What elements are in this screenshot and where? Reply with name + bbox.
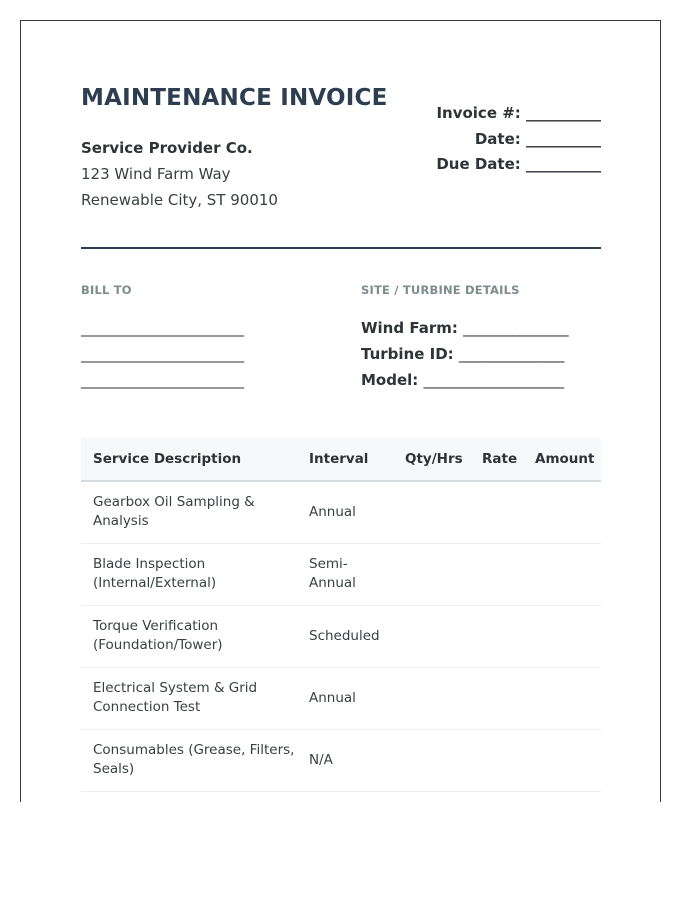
header-rate: Rate (470, 438, 523, 481)
bill-to-label: BILL TO (81, 283, 132, 297)
model-label: Model: (361, 371, 419, 389)
header-amount: Amount (523, 438, 601, 481)
table-row (81, 543, 601, 605)
table-row (81, 729, 601, 791)
row-amount (523, 667, 601, 729)
row-amount (523, 481, 601, 543)
bill-to-line-3: _________________________ (81, 373, 244, 389)
row-rate (470, 667, 523, 729)
invoice-due-date-field: Due Date: __________ (436, 155, 601, 173)
bill-to-line-2: _________________________ (81, 347, 244, 363)
bill-to-line-1: _________________________ (81, 321, 244, 337)
invoice-date-field: Date: __________ (474, 129, 601, 148)
invoice-page (20, 20, 661, 802)
turbine-id-label: Turbine ID: (361, 345, 454, 363)
row-qty (393, 605, 470, 667)
row-interval: N/A (297, 729, 393, 791)
invoice-title: MAINTENANCE INVOICE (81, 85, 388, 111)
row-qty (393, 481, 470, 543)
wind-farm-blank: _______________ (463, 319, 569, 337)
provider-address-line1: 123 Wind Farm Way (81, 165, 231, 183)
model-field (361, 371, 564, 389)
header-divider (81, 247, 601, 249)
row-description: Torque Verification (Foundation/Tower) (81, 605, 297, 667)
turbine-id-field (361, 345, 564, 363)
row-interval: Semi-Annual (297, 543, 393, 605)
site-details-label: SITE / TURBINE DETAILS (361, 283, 520, 297)
turbine-id-blank: _______________ (458, 345, 564, 363)
provider-address-line2: Renewable City, ST 90010 (81, 191, 278, 209)
row-rate (470, 729, 523, 791)
table-row (81, 605, 601, 667)
row-interval: Annual (297, 481, 393, 543)
row-qty (393, 729, 470, 791)
row-amount (523, 729, 601, 791)
row-rate (470, 481, 523, 543)
table-row (81, 481, 601, 543)
header-interval: Interval (297, 438, 393, 481)
invoice-number-field: Invoice #: __________ (436, 104, 601, 122)
wind-farm-field (361, 319, 568, 337)
row-description: Consumables (Grease, Filters, Seals) (81, 729, 297, 791)
row-qty (393, 667, 470, 729)
table-row (81, 667, 601, 729)
row-rate (470, 543, 523, 605)
row-description: Gearbox Oil Sampling & Analysis (81, 481, 297, 543)
header-service-description: Service Description (81, 438, 297, 481)
row-rate (470, 605, 523, 667)
table-header-row (81, 438, 601, 481)
row-qty (393, 543, 470, 605)
header-qty-hrs: Qty/Hrs (393, 438, 470, 481)
invoice-meta (436, 101, 601, 178)
row-description: Electrical System & Grid Connection Test (81, 667, 297, 729)
model-blank: ____________________ (423, 371, 564, 389)
wind-farm-label: Wind Farm: (361, 319, 458, 337)
services-table (81, 438, 601, 792)
row-interval: Annual (297, 667, 393, 729)
provider-name: Service Provider Co. (81, 139, 253, 157)
row-interval: Scheduled (297, 605, 393, 667)
row-amount (523, 543, 601, 605)
row-amount (523, 605, 601, 667)
row-description: Blade Inspection (Internal/External) (81, 543, 297, 605)
